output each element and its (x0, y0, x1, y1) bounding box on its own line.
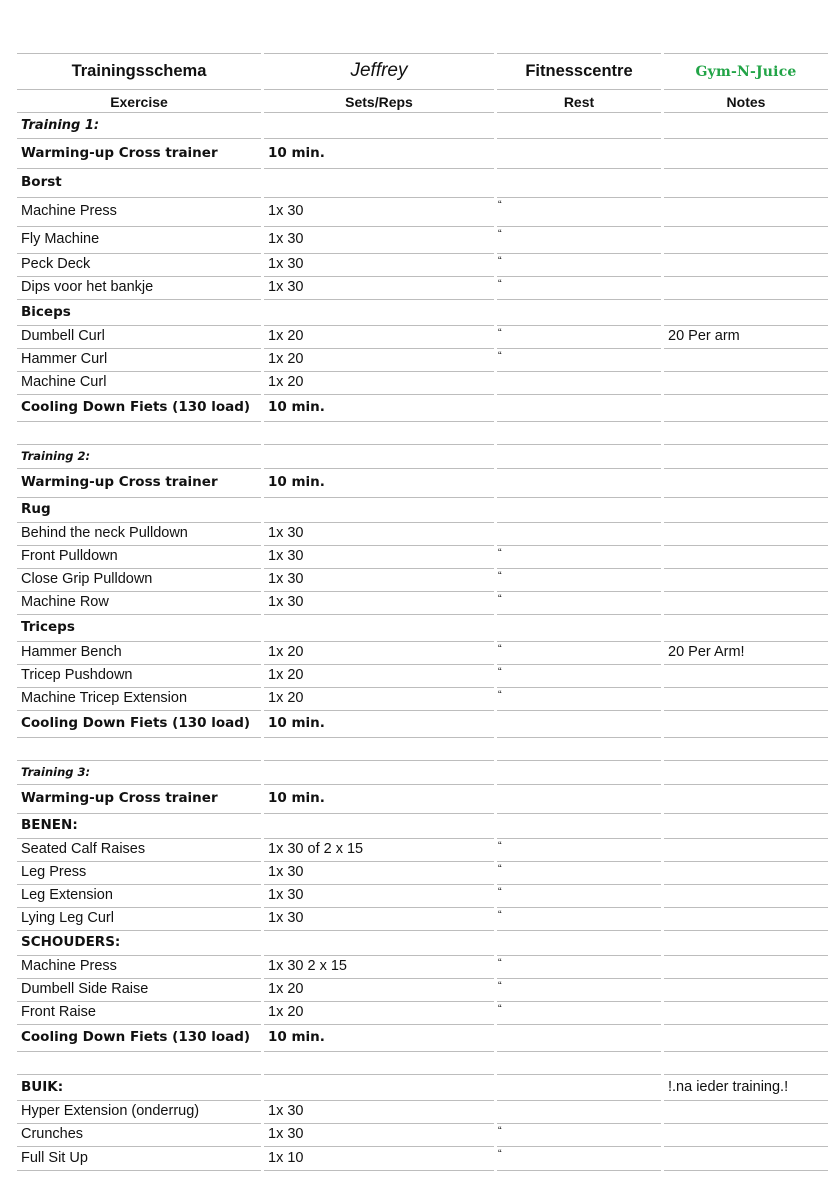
exercise-cell: Machine Press (21, 203, 117, 219)
notes-cell (664, 664, 828, 686)
notes-cell (664, 1146, 828, 1169)
notes-cell (664, 371, 828, 393)
rest-cell (497, 760, 661, 783)
rest-cell: “ (498, 863, 502, 875)
notes-cell (664, 568, 828, 590)
rest-cell (497, 1024, 661, 1050)
exercise-cell: Cooling Down Fiets (130 load) (21, 1029, 251, 1045)
column-header-rest: Rest (563, 93, 595, 110)
rest-cell: “ (498, 957, 502, 969)
rest-cell: “ (498, 886, 502, 898)
notes-cell (664, 253, 828, 275)
exercise-cell: Training 3: (21, 764, 91, 779)
sets-reps-cell: 1x 20 (268, 644, 304, 660)
grid-line (264, 1170, 494, 1171)
exercise-cell: Crunches (21, 1126, 84, 1142)
sets-reps-cell (264, 113, 494, 137)
exercise-cell (17, 1051, 261, 1073)
notes-cell (664, 421, 828, 443)
sets-reps-cell: 1x 30 (268, 231, 304, 247)
rest-cell (497, 813, 661, 837)
sets-reps-cell (264, 930, 494, 954)
exercise-cell: Warming-up Cross trainer (21, 144, 218, 161)
exercise-cell: Triceps (21, 619, 75, 635)
exercise-cell: BUIK: (21, 1078, 64, 1095)
notes-cell (664, 197, 828, 225)
exercise-cell: Peck Deck (21, 256, 91, 272)
rest-cell: “ (498, 199, 502, 211)
rest-cell: “ (498, 666, 502, 678)
rest-cell: “ (498, 1003, 502, 1015)
sets-reps-cell: 1x 20 (268, 690, 304, 706)
exercise-cell: Front Pulldown (21, 548, 118, 564)
rest-cell (497, 138, 661, 167)
exercise-cell: Machine Row (21, 594, 109, 610)
notes-cell (664, 884, 828, 906)
sets-reps-cell (264, 760, 494, 783)
exercise-cell: Warming-up Cross trainer (21, 790, 218, 806)
grid-line (664, 89, 828, 90)
sets-reps-cell (264, 614, 494, 640)
exercise-cell: Lying Leg Curl (21, 910, 114, 926)
sets-reps-cell: 10 min. (268, 1029, 325, 1045)
notes-cell (664, 955, 828, 977)
sets-reps-cell: 10 min. (268, 790, 325, 806)
sets-reps-cell: 1x 10 (268, 1149, 304, 1166)
grid-line (264, 89, 494, 90)
notes-cell (664, 468, 828, 496)
exercise-cell: Training 2: (21, 448, 91, 463)
rest-cell (497, 614, 661, 640)
exercise-cell (17, 737, 261, 759)
rest-cell: “ (498, 1125, 502, 1137)
exercise-cell: Borst (21, 174, 62, 190)
notes-cell (664, 861, 828, 883)
exercise-cell: BENEN: (21, 817, 78, 833)
rest-cell (497, 113, 661, 137)
sets-reps-cell (264, 813, 494, 837)
notes-cell (664, 1051, 828, 1073)
rest-cell: “ (498, 909, 502, 921)
exercise-cell: Fly Machine (21, 231, 100, 247)
sets-reps-cell: 1x 30 (268, 1126, 304, 1142)
exercise-cell: Rug (21, 501, 51, 517)
rest-cell: “ (498, 255, 502, 267)
rest-cell (497, 444, 661, 467)
exercise-cell: Dumbell Side Raise (21, 981, 149, 997)
exercise-cell: Cooling Down Fiets (130 load) (21, 399, 251, 415)
notes-cell (664, 497, 828, 521)
exercise-cell: Close Grip Pulldown (21, 571, 153, 587)
sets-reps-cell: 10 min. (268, 474, 325, 490)
sets-reps-cell: 1x 20 (268, 981, 304, 997)
notes-cell (664, 113, 828, 137)
exercise-cell: Leg Press (21, 864, 87, 880)
sets-reps-cell: 1x 30 2 x 15 (268, 958, 347, 974)
column-header-notes: Notes (726, 93, 766, 110)
rest-cell (497, 1100, 661, 1122)
sets-reps-cell: 1x 30 (268, 910, 304, 926)
notes-cell (664, 1001, 828, 1023)
notes-cell (664, 394, 828, 420)
exercise-cell: Training 1: (21, 117, 100, 133)
exercise-cell: Dumbell Curl (21, 328, 105, 344)
exercise-cell: Cooling Down Fiets (130 load) (21, 715, 251, 731)
sets-reps-cell: 10 min. (268, 399, 325, 415)
notes-cell (664, 838, 828, 860)
grid-line (17, 89, 261, 90)
sets-reps-cell: 1x 20 (268, 667, 304, 683)
sets-reps-cell: 1x 30 (268, 203, 304, 219)
rest-cell (497, 421, 661, 443)
exercise-cell: SCHOUDERS: (21, 934, 121, 950)
rest-cell (497, 784, 661, 812)
rest-cell: “ (498, 570, 502, 582)
sets-reps-cell (264, 737, 494, 759)
exercise-cell: Hyper Extension (onderrug) (21, 1103, 200, 1119)
exercise-cell (17, 421, 261, 443)
notes-cell (664, 348, 828, 370)
rest-cell (497, 168, 661, 196)
grid-line (664, 53, 828, 54)
notes-cell: !.na ieder training.! (668, 1078, 789, 1095)
column-header-sets-reps: Sets/Reps (345, 93, 413, 110)
sets-reps-cell: 1x 30 of 2 x 15 (268, 841, 364, 857)
grid-line (264, 53, 494, 54)
sets-reps-cell: 1x 30 (268, 279, 304, 295)
exercise-cell: Hammer Bench (21, 644, 122, 660)
exercise-cell: Biceps (21, 303, 71, 320)
client-name: Jeffrey (350, 59, 408, 81)
fitness-centre-label: Fitnesscentre (525, 62, 633, 80)
notes-cell (664, 299, 828, 324)
sets-reps-cell: 1x 30 (268, 594, 304, 610)
notes-cell (664, 813, 828, 837)
sets-reps-cell (264, 1051, 494, 1073)
sets-reps-cell (264, 1074, 494, 1099)
notes-cell (664, 784, 828, 812)
rest-cell (497, 299, 661, 324)
notes-cell (664, 1024, 828, 1050)
sets-reps-cell (264, 421, 494, 443)
sets-reps-cell: 1x 30 (268, 571, 304, 587)
rest-cell (497, 737, 661, 759)
notes-cell (664, 522, 828, 544)
exercise-cell: Behind the neck Pulldown (21, 525, 188, 541)
grid-line (664, 1170, 828, 1171)
grid-line (497, 89, 661, 90)
notes-cell (664, 687, 828, 709)
exercise-cell: Hammer Curl (21, 351, 108, 367)
rest-cell: “ (498, 1148, 502, 1160)
exercise-cell: Full Sit Up (21, 1149, 88, 1166)
exercise-cell: Dips voor het bankje (21, 279, 154, 295)
exercise-cell: Tricep Pushdown (21, 667, 133, 683)
notes-cell (664, 1100, 828, 1122)
exercise-cell: Seated Calf Raises (21, 841, 146, 857)
rest-cell (497, 497, 661, 521)
notes-cell (664, 907, 828, 929)
rest-cell (497, 394, 661, 420)
sets-reps-cell: 10 min. (268, 715, 325, 731)
notes-cell (664, 138, 828, 167)
sets-reps-cell: 1x 30 (268, 887, 304, 903)
schedule-title: Trainingsschema (71, 62, 207, 80)
rest-cell: “ (498, 689, 502, 701)
notes-cell: 20 Per Arm! (668, 644, 745, 660)
rest-cell: “ (498, 547, 502, 559)
exercise-cell: Machine Press (21, 958, 117, 974)
exercise-cell: Front Raise (21, 1004, 96, 1020)
notes-cell (664, 930, 828, 954)
rest-cell (497, 522, 661, 544)
sets-reps-cell (264, 168, 494, 196)
notes-cell (664, 614, 828, 640)
notes-cell (664, 545, 828, 567)
sets-reps-cell: 1x 20 (268, 374, 304, 390)
rest-cell: “ (498, 350, 502, 362)
sets-reps-cell: 1x 30 (268, 525, 304, 541)
notes-cell (664, 710, 828, 736)
notes-cell (664, 168, 828, 196)
exercise-cell: Machine Tricep Extension (21, 690, 188, 706)
grid-line (17, 1170, 261, 1171)
grid-line (497, 1170, 661, 1171)
exercise-cell: Leg Extension (21, 887, 113, 903)
rest-cell (497, 1074, 661, 1099)
rest-cell (497, 1051, 661, 1073)
sets-reps-cell (264, 444, 494, 467)
sets-reps-cell: 1x 30 (268, 548, 304, 564)
rest-cell: “ (498, 228, 502, 240)
sets-reps-cell: 1x 30 (268, 864, 304, 880)
notes-cell (664, 760, 828, 783)
sets-reps-cell: 1x 30 (268, 1103, 304, 1119)
rest-cell (497, 930, 661, 954)
sets-reps-cell: 1x 20 (268, 1004, 304, 1020)
sets-reps-cell: 1x 20 (268, 351, 304, 367)
exercise-cell: Warming-up Cross trainer (21, 474, 218, 490)
grid-line (497, 53, 661, 54)
rest-cell (497, 468, 661, 496)
notes-cell (664, 444, 828, 467)
sets-reps-cell: 10 min. (268, 144, 325, 161)
sets-reps-cell (264, 299, 494, 324)
notes-cell (664, 978, 828, 1000)
notes-cell: 20 Per arm (668, 328, 740, 344)
rest-cell (497, 371, 661, 393)
rest-cell: “ (498, 593, 502, 605)
notes-cell (664, 276, 828, 298)
exercise-cell: Machine Curl (21, 374, 107, 390)
sets-reps-cell: 1x 30 (268, 256, 304, 272)
notes-cell (664, 226, 828, 252)
notes-cell (664, 591, 828, 613)
grid-line (17, 53, 261, 54)
rest-cell: “ (498, 643, 502, 655)
notes-cell (664, 737, 828, 759)
rest-cell: “ (498, 327, 502, 339)
sets-reps-cell (264, 497, 494, 521)
rest-cell: “ (498, 980, 502, 992)
rest-cell: “ (498, 278, 502, 290)
rest-cell (497, 710, 661, 736)
rest-cell: “ (498, 840, 502, 852)
notes-cell (664, 1123, 828, 1145)
column-header-exercise: Exercise (110, 93, 168, 110)
sets-reps-cell: 1x 20 (268, 328, 304, 344)
gym-n-juice-logo: Gym-N-Juice (695, 63, 797, 80)
